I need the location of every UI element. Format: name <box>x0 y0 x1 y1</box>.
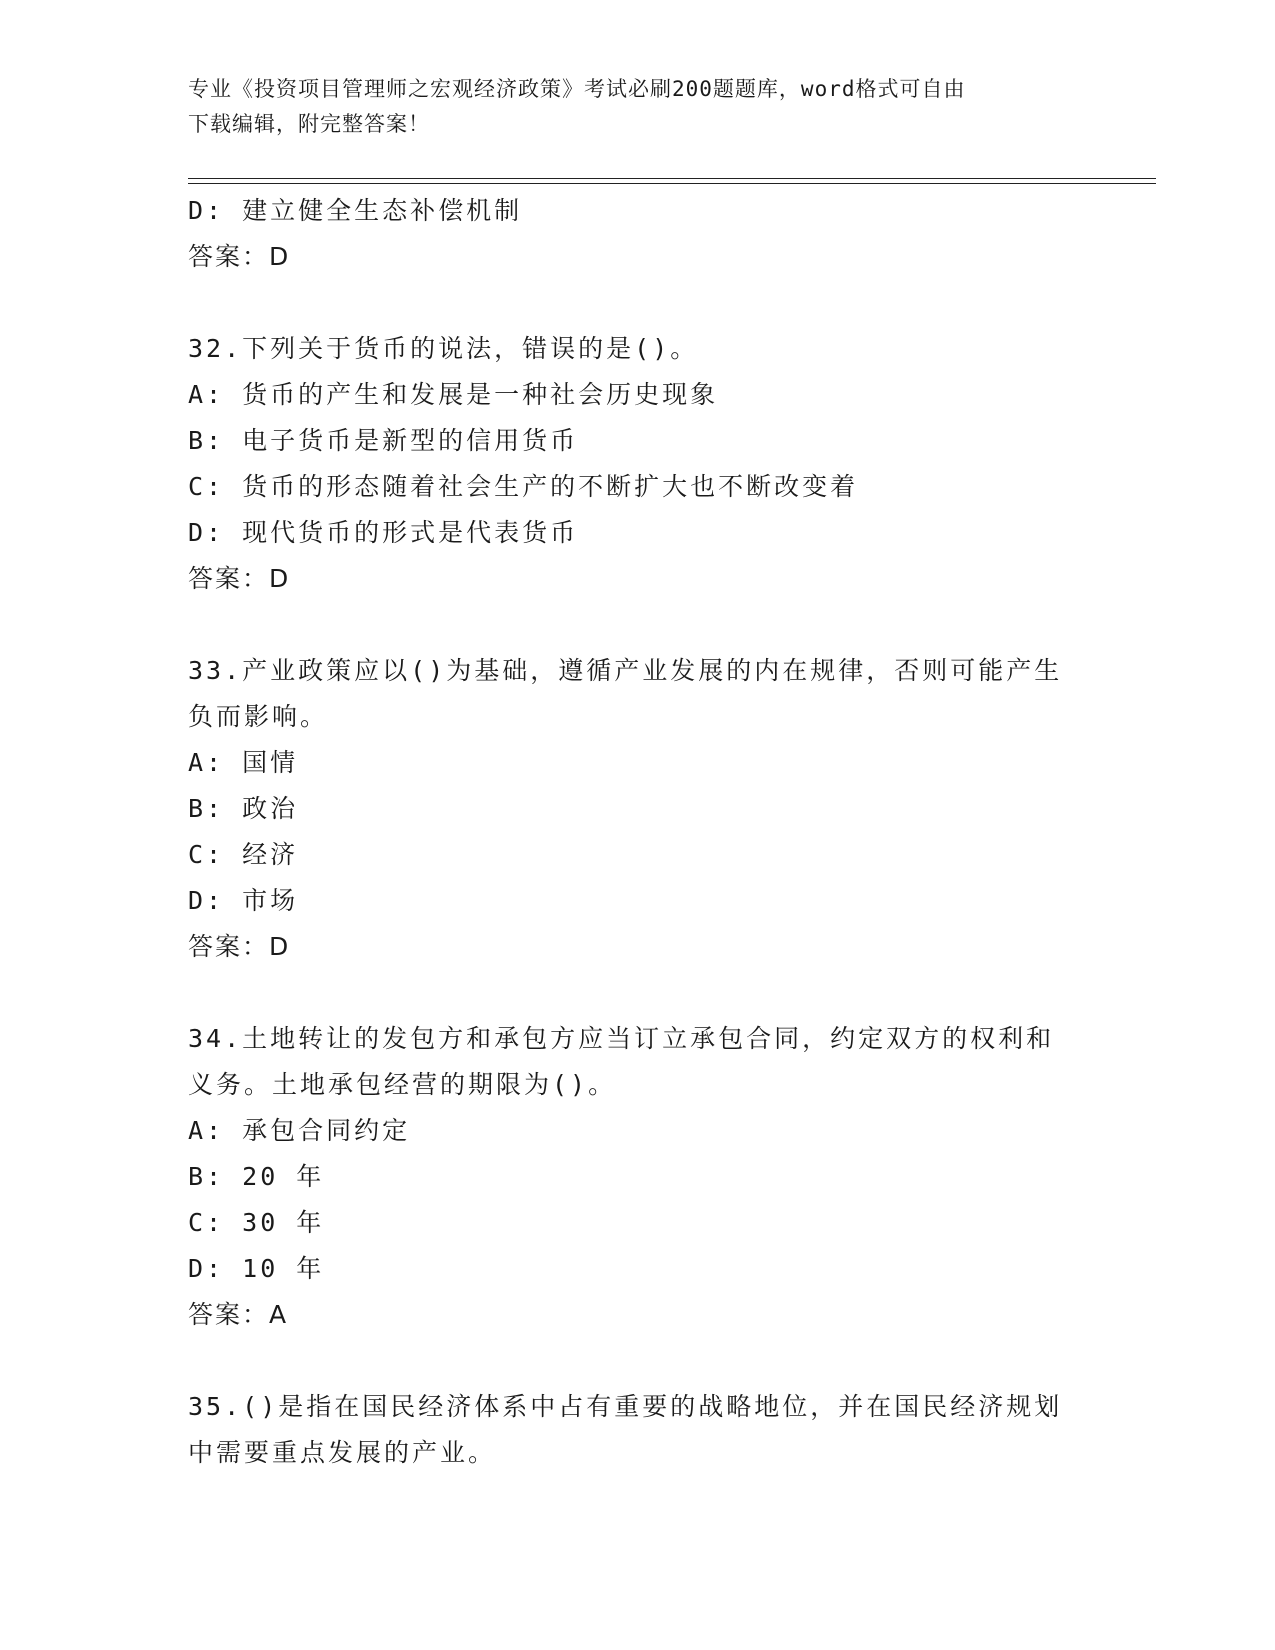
question-stem-line-1: 34.土地转让的发包方和承包方应当订立承包合同，约定双方的权利和 <box>188 1024 1055 1053</box>
question-list <box>188 188 1088 1476</box>
answer-line: 答案：A <box>188 1300 289 1329</box>
option-b: B: 电子货币是新型的信用货币 <box>188 426 579 455</box>
option-d: D: 现代货币的形式是代表货币 <box>188 518 579 547</box>
option-c: C: 货币的形态随着社会生产的不断扩大也不断改变着 <box>188 472 859 501</box>
option-a: A: 货币的产生和发展是一种社会历史现象 <box>188 380 719 409</box>
answer-line: 答案：D <box>188 242 291 271</box>
question-32 <box>188 326 1088 602</box>
question-35 <box>188 1384 1088 1476</box>
question-stem-line-1: 33.产业政策应以()为基础，遵循产业发展的内在规律，否则可能产生 <box>188 656 1063 685</box>
answer-line: 答案：D <box>188 564 291 593</box>
option-c: C: 经济 <box>188 840 299 869</box>
question-stem: 32.下列关于货币的说法，错误的是()。 <box>188 334 699 363</box>
question-stem-line-2: 义务。土地承包经营的期限为()。 <box>188 1070 617 1099</box>
header-intro-line-2: 下载编辑，附完整答案！ <box>188 112 430 136</box>
option-d: D: 10 年 <box>188 1254 325 1283</box>
question-stem-line-1: 35.()是指在国民经济体系中占有重要的战略地位，并在国民经济规划 <box>188 1392 1063 1421</box>
question-stem-line-2: 负而影响。 <box>188 702 329 731</box>
option-a: A: 国情 <box>188 748 299 777</box>
question-33 <box>188 648 1088 970</box>
question-31-tail <box>188 188 1088 280</box>
option-d: D: 市场 <box>188 886 299 915</box>
header-divider-bottom <box>188 183 1156 184</box>
option-b: B: 20 年 <box>188 1162 325 1191</box>
option-c: C: 30 年 <box>188 1208 325 1237</box>
answer-line: 答案：D <box>188 932 291 961</box>
option-b: B: 政治 <box>188 794 299 823</box>
option-a: A: 承包合同约定 <box>188 1116 411 1145</box>
header-intro-line-1: 专业《投资项目管理师之宏观经济政策》考试必刷200题题库，word格式可自由 <box>188 77 966 101</box>
header-divider-top <box>188 178 1156 179</box>
option-d: D: 建立健全生态补偿机制 <box>188 196 523 225</box>
question-stem-line-2: 中需要重点发展的产业。 <box>188 1438 497 1467</box>
question-34 <box>188 1016 1088 1338</box>
document-header <box>188 72 1088 142</box>
